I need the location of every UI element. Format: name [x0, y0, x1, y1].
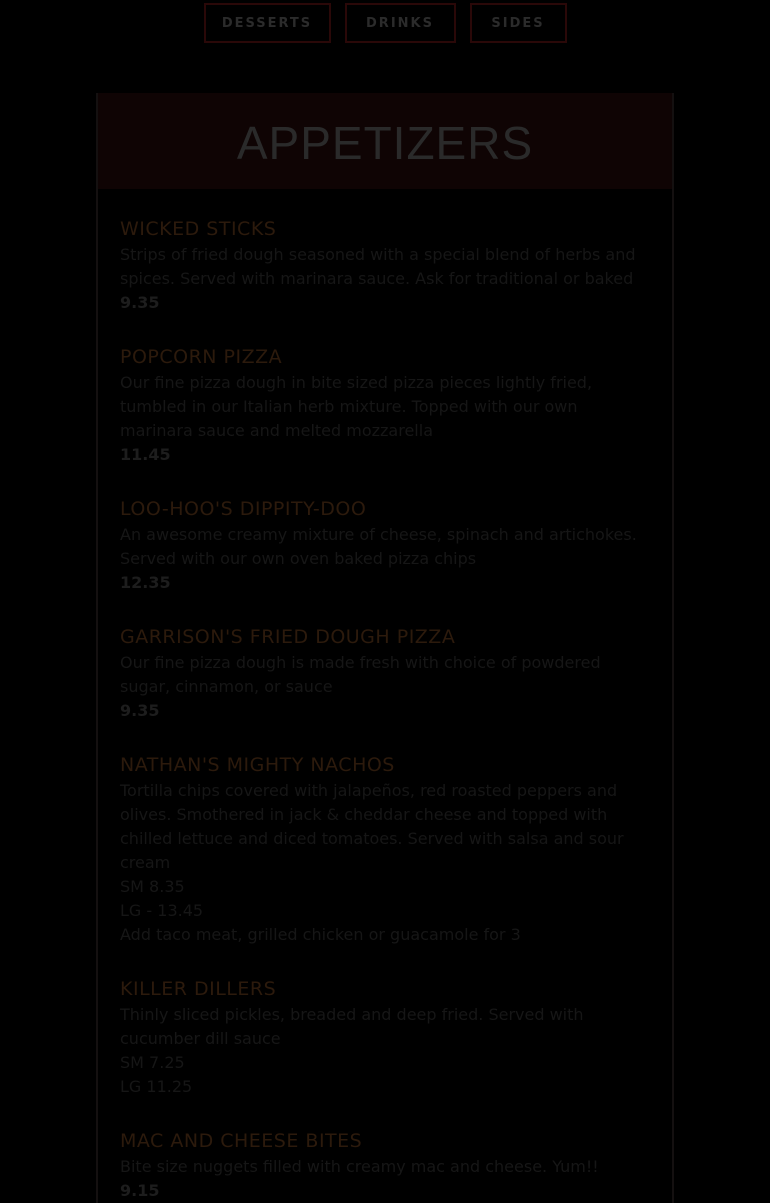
item-name: KILLER DILLERS [120, 978, 277, 1000]
item-price: 9.35 [120, 293, 160, 312]
menu-item [120, 1129, 650, 1203]
item-price-large: LG 11.25 [120, 1077, 193, 1096]
item-name: LOO-HOO'S DIPPITY-DOO [120, 498, 367, 520]
item-description: Tortilla chips covered with jalapeños, red roasted peppers and olives. Smothered in jack & cheddar cheese and topped with chilled lettuce and diced tomatoes. Served with salsa and sour cream [120, 781, 624, 872]
appetizers-menu [96, 93, 674, 1203]
item-price-small: SM 8.35 [120, 877, 185, 896]
item-name: NATHAN'S MIGHTY NACHOS [120, 754, 395, 776]
tab-drinks[interactable]: DRINKS [345, 3, 456, 43]
item-name: POPCORN PIZZA [120, 346, 283, 368]
menu-title: APPETIZERS [236, 117, 534, 169]
menu-item [120, 217, 650, 315]
item-price-large: LG - 13.45 [120, 901, 204, 920]
item-description: Our fine pizza dough is made fresh with choice of powdered sugar, cinnamon, or sauce [120, 653, 601, 696]
menu-item [120, 345, 650, 467]
menu-item [120, 753, 650, 947]
item-name: GARRISON'S FRIED DOUGH PIZZA [120, 626, 456, 648]
menu-item [120, 625, 650, 723]
tab-desserts[interactable]: DESSERTS [204, 3, 331, 43]
item-name: MAC AND CHEESE BITES [120, 1130, 363, 1152]
item-price: 9.15 [120, 1181, 160, 1200]
item-addon-note: Add taco meat, grilled chicken or guacamole for 3 [120, 925, 521, 944]
menu-item [120, 497, 650, 595]
menu-item [120, 977, 650, 1099]
item-description: Bite size nuggets filled with creamy mac and cheese. Yum!! [120, 1157, 599, 1176]
tab-sides[interactable]: SIDES [470, 3, 567, 43]
item-price-small: SM 7.25 [120, 1053, 185, 1072]
category-tabs [0, 3, 770, 43]
item-price: 9.35 [120, 701, 160, 720]
menu-items [98, 189, 672, 1203]
item-description: Our fine pizza dough in bite sized pizza pieces lightly fried, tumbled in our Italian herb mixture. Topped with our own marinara sauce and melted mozzarella [120, 373, 593, 440]
item-price: 11.45 [120, 445, 171, 464]
item-name: WICKED STICKS [120, 218, 277, 240]
item-price: 12.35 [120, 573, 171, 592]
item-description: An awesome creamy mixture of cheese, spinach and artichokes. Served with our own oven baked pizza chips [120, 525, 637, 568]
item-description: Strips of fried dough seasoned with a special blend of herbs and spices. Served with marinara sauce. Ask for traditional or baked [120, 245, 636, 288]
item-description: Thinly sliced pickles, breaded and deep fried. Served with cucumber dill sauce [120, 1005, 584, 1048]
menu-header [98, 93, 672, 189]
